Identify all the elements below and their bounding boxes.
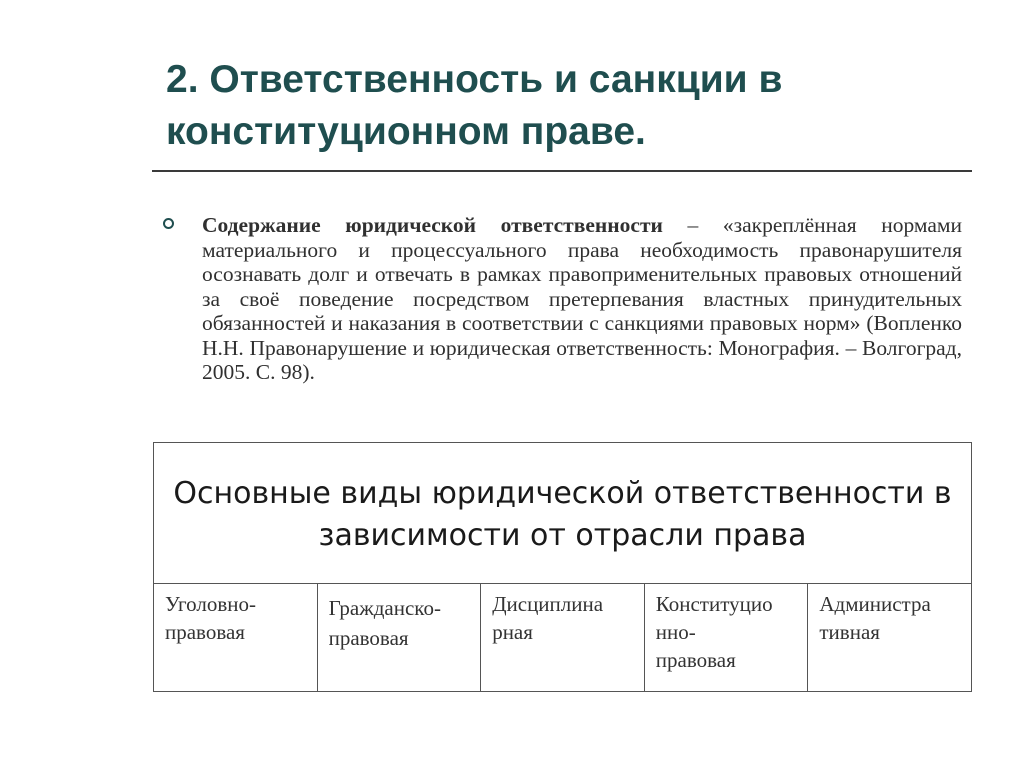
kind-cell-line: тивная bbox=[819, 620, 880, 644]
kind-cell-disciplinary bbox=[481, 584, 645, 692]
kind-cell-line: нно- bbox=[655, 620, 696, 644]
kind-cell-line: Гражданско- bbox=[328, 596, 441, 620]
definition-term: Содержание юридической ответственности bbox=[202, 213, 663, 237]
kind-cell-line: Уголовно- bbox=[165, 592, 256, 616]
kind-cell-line: рная bbox=[492, 620, 533, 644]
slide-title: 2. Ответственность и санкции в конституционном праве. bbox=[166, 58, 783, 153]
kind-cell-civil bbox=[317, 584, 481, 692]
table-header-cell: Основные виды юридической ответственности в зависимости от отрасли права bbox=[154, 443, 972, 584]
definition-text: – «закреплённая нормами материального и процессуального права необходимость правонарушителя осознавать долг и отвечать в рамках правоприменительных правовых отношений за своё поведение посредством претерпевания властных принудительных обязанностей и наказания в соответствии с санкциями правовых норм» (Вопленко Н.Н. Правонарушение и юридическая ответственность: Монография. – Волгоград, 2005. С. 98). bbox=[202, 213, 962, 384]
table-header-row bbox=[154, 443, 972, 584]
title-divider bbox=[152, 170, 972, 172]
table-row bbox=[154, 584, 972, 692]
definition-paragraph bbox=[202, 213, 962, 385]
kind-cell-constitutional bbox=[644, 584, 808, 692]
kind-cell-line: правовая bbox=[165, 620, 245, 644]
hollow-circle-bullet-icon bbox=[163, 218, 174, 229]
liability-types-table bbox=[153, 442, 972, 692]
kind-cell-administrative bbox=[808, 584, 972, 692]
kind-cell-line: правовая bbox=[655, 648, 736, 672]
kind-cell-criminal bbox=[154, 584, 318, 692]
kind-cell-line: правовая bbox=[328, 626, 409, 650]
kind-cell-line: Администра bbox=[819, 592, 931, 616]
kind-cell-line: Дисциплина bbox=[492, 592, 604, 616]
kind-cell-line: Конституцио bbox=[655, 592, 773, 616]
